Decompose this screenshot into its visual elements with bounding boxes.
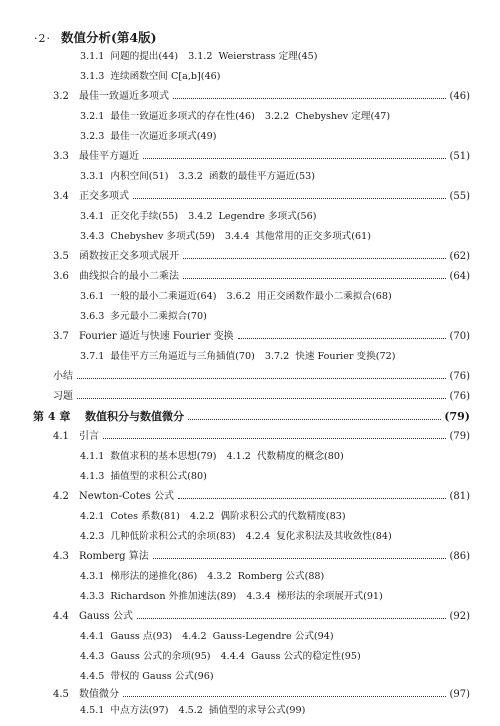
section-title: 小结 [53, 371, 73, 382]
subsection-title: 梯形法的余项展开式(91) [276, 591, 383, 602]
section-title: 引言 [79, 431, 99, 442]
subsection-number: 3.3.1 [80, 171, 105, 182]
subsection-number: 4.5.2 [178, 705, 203, 716]
subsection-number: 4.5.1 [80, 705, 105, 716]
toc-subsection-row [80, 230, 371, 243]
toc-subsection-row [80, 450, 344, 463]
subsection-title: 代数精度的概念(80) [256, 451, 344, 462]
section-number: 3.3 [53, 151, 69, 162]
subsection-title: 带权的 Gauss 公式(96) [110, 671, 214, 682]
subsection-title: Cotes 系数(81) [110, 511, 180, 522]
page-reference: (81) [449, 491, 470, 502]
subsection-number: 4.4.2 [182, 631, 207, 642]
page-reference: (51) [449, 151, 470, 162]
page-reference: (97) [449, 689, 470, 700]
toc-section-row [53, 250, 470, 263]
subsection-title: 梯形法的递推化(86) [110, 571, 198, 582]
page-reference: (55) [449, 191, 470, 202]
toc-subsection-row [80, 210, 317, 223]
subsection-number: 3.6.3 [80, 311, 105, 322]
page-reference: (79) [444, 410, 470, 423]
subsection-title: 中点方法(97) [110, 705, 169, 716]
dot-leader [238, 338, 447, 339]
toc-subsection-row [80, 350, 395, 363]
page-reference: (76) [449, 391, 470, 402]
subsection-number: 4.4.3 [80, 651, 105, 662]
dot-leader [178, 498, 446, 499]
section-number: 4.4 [53, 611, 69, 622]
toc-subsection-row [80, 530, 392, 543]
section-title: 数值微分 [79, 689, 119, 700]
toc-subsection-row [80, 130, 216, 143]
subsection-number: 3.1.3 [80, 71, 105, 82]
subsection-number: 4.4.5 [80, 671, 105, 682]
section-number: 3.6 [53, 271, 69, 282]
subsection-title: 几种低阶求积公式的余项(83) [110, 531, 236, 542]
toc-subsection-row [80, 70, 220, 83]
section-title: Gauss 公式 [79, 611, 133, 622]
toc-section-row [53, 190, 470, 203]
toc-subsection-row [80, 170, 315, 183]
subsection-title: 快速 Fourier 变换(72) [295, 351, 396, 362]
subsection-number: 3.1.2 [188, 51, 213, 62]
subsection-title: 最佳一次逼近多项式(49) [110, 131, 217, 142]
section-title: Romberg 算法 [79, 551, 149, 562]
subsection-number: 4.3.4 [246, 591, 271, 602]
page-reference: (92) [449, 611, 470, 622]
page-reference: (86) [449, 551, 470, 562]
dot-leader [133, 198, 446, 199]
book-title: 数值分析(第4版) [61, 30, 157, 45]
subsection-title: 正交化手续(55) [110, 211, 179, 222]
toc-section-row [53, 390, 470, 403]
page-reference: (70) [449, 331, 470, 342]
subsection-number: 4.4.4 [220, 651, 245, 662]
subsection-number: 3.6.1 [80, 291, 105, 302]
subsection-title: 连续函数空间 C[a,b](46) [110, 71, 221, 82]
subsection-number: 3.4.4 [224, 231, 250, 242]
section-number: 3.2 [53, 91, 69, 102]
subsection-title: 其他常用的正交多项式(61) [255, 231, 371, 242]
chapter-title: 数值积分与数值微分 [85, 410, 184, 423]
subsection-title: 问题的提出(44) [110, 51, 179, 62]
subsection-title: Weierstrass 定理(45) [218, 51, 318, 62]
section-number: 3.5 [53, 251, 69, 262]
section-title: 正交多项式 [79, 191, 129, 202]
section-number: 4.3 [53, 551, 69, 562]
chapter-number: 第 4 章 [33, 410, 71, 423]
dot-leader [173, 98, 446, 99]
subsection-number: 4.2.2 [189, 511, 215, 522]
subsection-number: 3.2.1 [80, 111, 105, 122]
subsection-title: Richardson 外推加速法(89) [110, 591, 237, 602]
subsection-number: 4.4.1 [80, 631, 105, 642]
page-reference: (76) [449, 371, 470, 382]
subsection-number: 3.4.3 [80, 231, 105, 242]
subsection-title: Chebyshev 定理(47) [295, 111, 391, 122]
section-title: 函数按正交多项式展开 [79, 251, 179, 262]
subsection-number: 4.1.3 [80, 471, 105, 482]
page-reference: (64) [449, 271, 470, 282]
section-title: Newton-Cotes 公式 [79, 491, 175, 502]
dot-leader [77, 398, 446, 399]
section-title: 曲线拟合的最小二乘法 [79, 271, 179, 282]
toc-section-row [53, 330, 470, 343]
subsection-title: 内积空间(51) [110, 171, 169, 182]
subsection-number: 4.1.2 [226, 451, 251, 462]
subsection-title: 插值型的求导公式(99) [208, 705, 306, 716]
toc-subsection-row [80, 510, 346, 523]
subsection-number: 3.3.2 [178, 171, 203, 182]
toc-subsection-row [80, 630, 334, 643]
toc-section-row [53, 90, 470, 103]
subsection-number: 4.2.4 [245, 531, 271, 542]
toc-subsection-row [80, 290, 392, 303]
section-title: 最佳平方逼近 [79, 151, 139, 162]
toc-section-row [53, 370, 470, 383]
dot-leader [137, 618, 447, 619]
subsection-number: 4.3.1 [80, 571, 105, 582]
toc-subsection-row [80, 570, 324, 583]
subsection-number: 3.7.1 [80, 351, 105, 362]
subsection-number: 4.3.3 [80, 591, 105, 602]
toc-chapter-row [33, 410, 470, 423]
section-number: 4.1 [53, 431, 69, 442]
subsection-number: 4.3.2 [207, 571, 232, 582]
dot-leader [188, 419, 441, 420]
running-header [34, 28, 157, 46]
toc-subsection-row [80, 50, 317, 63]
subsection-number: 3.6.2 [226, 291, 251, 302]
subsection-number: 3.4.2 [188, 211, 213, 222]
subsection-title: 复化求积法及其收敛性(84) [276, 531, 392, 542]
dot-leader [143, 158, 446, 159]
dot-leader [103, 438, 446, 439]
section-number: 3.4 [53, 191, 69, 202]
dot-leader [123, 696, 446, 697]
subsection-title: 偶阶求积公式的代数精度(83) [220, 511, 346, 522]
subsection-number: 3.1.1 [80, 51, 105, 62]
subsection-title: 函数的最佳平方逼近(53) [208, 171, 315, 182]
page-reference: (46) [449, 91, 470, 102]
toc-subsection-row [80, 110, 390, 123]
subsection-title: 最佳平方三角逼近与三角插值(70) [110, 351, 255, 362]
page-reference: (79) [449, 431, 470, 442]
section-title: 习题 [53, 391, 73, 402]
toc-section-row [53, 688, 470, 701]
section-number: 4.5 [53, 689, 69, 700]
toc-subsection-row [80, 470, 207, 483]
toc-subsection-row [80, 704, 305, 717]
page-number: ·2· [34, 32, 51, 45]
subsection-title: Gauss 公式的余项(95) [110, 651, 211, 662]
dot-leader [183, 258, 446, 259]
subsection-title: 一般的最小二乘逼近(64) [110, 291, 217, 302]
section-title: 最佳一致逼近多项式 [79, 91, 169, 102]
section-title: Fourier 逼近与快速 Fourier 变换 [79, 331, 234, 342]
subsection-number: 3.2.2 [264, 111, 290, 122]
toc-section-row [53, 550, 470, 563]
subsection-number: 4.2.1 [80, 511, 105, 522]
subsection-number: 4.2.3 [80, 531, 105, 542]
subsection-title: 用正交函数作最小二乘拟合(68) [256, 291, 392, 302]
toc-section-row [53, 490, 470, 503]
toc-subsection-row [80, 650, 361, 663]
subsection-title: Legendre 多项式(56) [218, 211, 317, 222]
subsection-title: 多元最小二乘拟合(70) [110, 311, 207, 322]
toc-subsection-row [80, 590, 383, 603]
subsection-title: Chebyshev 多项式(59) [110, 231, 215, 242]
subsection-number: 3.4.1 [80, 211, 105, 222]
subsection-number: 4.1.1 [80, 451, 105, 462]
subsection-number: 3.2.3 [80, 131, 105, 142]
dot-leader [183, 278, 446, 279]
toc-section-row [53, 270, 470, 283]
subsection-number: 3.7.2 [264, 351, 290, 362]
subsection-title: Romberg 公式(88) [237, 571, 325, 582]
page-reference: (62) [449, 251, 470, 262]
subsection-title: 最佳一致逼近多项式的存在性(46) [110, 111, 255, 122]
toc-section-row [53, 150, 470, 163]
dot-leader [77, 378, 446, 379]
toc-subsection-row [80, 670, 214, 683]
toc-section-row [53, 610, 470, 623]
subsection-title: 数值求积的基本思想(79) [110, 451, 217, 462]
section-number: 4.2 [53, 491, 69, 502]
subsection-title: Gauss-Legendre 公式(94) [212, 631, 334, 642]
dot-leader [153, 558, 447, 559]
subsection-title: Gauss 公式的稳定性(95) [250, 651, 361, 662]
subsection-title: 插值型的求积公式(80) [110, 471, 207, 482]
toc-subsection-row [80, 310, 207, 323]
subsection-title: Gauss 点(93) [110, 631, 173, 642]
toc-section-row [53, 430, 470, 443]
section-number: 3.7 [53, 331, 69, 342]
